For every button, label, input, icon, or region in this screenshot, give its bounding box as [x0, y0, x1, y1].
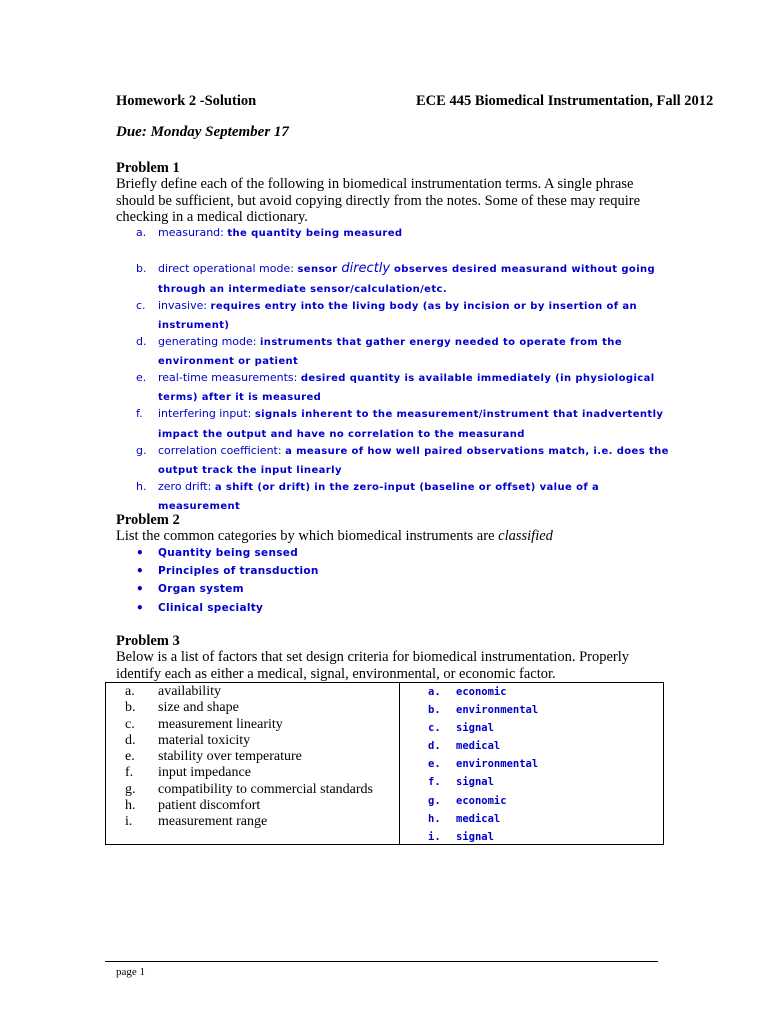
- item-letter: e.: [136, 371, 147, 385]
- answer-text: economic: [456, 794, 507, 807]
- answer-text: economic: [456, 686, 507, 698]
- answer-text: medical: [456, 812, 501, 825]
- category-text: Principles of transduction: [158, 565, 319, 578]
- factor-row: [125, 782, 373, 798]
- answer-part: observes desired measurand without going through an intermediate sensor/calculation/etc.: [158, 264, 656, 295]
- factor-column: [125, 684, 373, 831]
- answer: requires entry into the living body (as by incision or by insertion of an instrument): [158, 300, 638, 331]
- definition-list: [136, 224, 676, 514]
- category-text: Organ system: [158, 583, 244, 596]
- item-letter: b.: [136, 262, 147, 276]
- bullet-icon: •: [136, 600, 144, 615]
- term: direct operational mode:: [158, 262, 298, 276]
- factor-text: compatibility to commercial standards: [158, 781, 373, 797]
- term: invasive:: [158, 298, 211, 312]
- answer: signals inherent to the measurement/instrument that inadvertently impact the output and have no correlation to the measurand: [158, 409, 664, 440]
- answer-letter: i.: [428, 830, 441, 843]
- definition-item: [136, 369, 676, 405]
- answer-column: [428, 683, 538, 846]
- term: correlation coefficient:: [158, 443, 286, 457]
- category-item: [136, 599, 319, 617]
- category-item: [136, 544, 319, 562]
- definition-item: [136, 224, 676, 260]
- factor-letter: b.: [125, 700, 136, 716]
- term: interfering input:: [158, 407, 255, 421]
- item-letter: c.: [136, 298, 146, 312]
- item-letter: a.: [136, 226, 147, 239]
- answer-row: [428, 773, 538, 791]
- bullet-icon: •: [136, 564, 144, 579]
- factor-text: measurement range: [158, 814, 268, 830]
- term: measurand:: [158, 226, 228, 239]
- factor-row: [125, 733, 373, 749]
- factor-letter: g.: [125, 781, 136, 797]
- answer-row: [428, 683, 538, 701]
- category-item: [136, 562, 319, 580]
- answer-row: [428, 755, 538, 773]
- factor-letter: a.: [125, 684, 135, 699]
- item-letter: h.: [136, 480, 147, 494]
- category-list: [136, 544, 319, 617]
- answer-row: [428, 792, 538, 810]
- category-item: [136, 580, 319, 598]
- answer-text: signal: [456, 776, 494, 789]
- answer-letter: g.: [428, 794, 441, 807]
- factor-text: availability: [158, 684, 221, 699]
- definition-item: [136, 405, 676, 441]
- bullet-icon: •: [136, 546, 144, 560]
- answer: a shift (or drift) in the zero-input (baseline or offset) value of a measurement: [158, 482, 600, 513]
- definition-item: [136, 297, 676, 333]
- item-letter: g.: [136, 443, 147, 457]
- answer-text: environmental: [456, 758, 539, 771]
- answer-letter: b.: [428, 704, 441, 717]
- definition-item: [136, 260, 676, 296]
- answer: desired quantity is available immediately (in physiological terms) after it is measured: [158, 373, 655, 404]
- answer-text: medical: [456, 740, 501, 753]
- answer-row: [428, 737, 538, 755]
- factor-text: size and shape: [158, 700, 239, 716]
- answer-text: environmental: [456, 704, 539, 717]
- header-course: ECE 445 Biomedical Instrumentation, Fall 2012: [416, 93, 714, 109]
- problem-3-title: Problem 3: [116, 633, 180, 649]
- answer-letter: e.: [428, 758, 441, 771]
- footer-divider: [105, 961, 658, 962]
- definition-item: [136, 478, 676, 514]
- due-date: Due: Monday September 17: [116, 124, 289, 140]
- answer-text: signal: [456, 830, 494, 843]
- factor-letter: c.: [125, 716, 135, 732]
- problem-2-prompt: [116, 528, 664, 545]
- page-number: page 1: [116, 966, 146, 978]
- category-text: Clinical specialty: [158, 601, 264, 614]
- prompt-emphasis: classified: [498, 528, 553, 544]
- item-letter: f.: [136, 407, 143, 421]
- factor-text: patient discomfort: [158, 798, 261, 814]
- answer: a measure of how well paired observations match, i.e. does the output track the input linearly: [158, 445, 669, 476]
- bullet-icon: •: [136, 582, 144, 597]
- factor-text: input impedance: [158, 765, 251, 781]
- factor-letter: f.: [125, 765, 134, 781]
- answer-text: signal: [456, 722, 494, 735]
- answer-part: sensor: [297, 264, 342, 276]
- answer: instruments that gather energy needed to operate from the environment or patient: [158, 336, 622, 368]
- problem-1-title: Problem 1: [116, 160, 180, 176]
- term: generating mode:: [158, 334, 260, 348]
- problem-1-prompt: Briefly define each of the following in biomedical instrumentation terms. A single phrase should be sufficient, but avoid copying directly from the notes. Some of these may require checking in a medical dictionary.: [116, 176, 641, 225]
- factor-row: [125, 700, 373, 716]
- prompt-text: List the common categories by which biomedical instruments are: [116, 528, 499, 544]
- answer-row: [428, 701, 538, 719]
- factor-table: [105, 682, 664, 845]
- answer-letter: h.: [428, 812, 441, 825]
- factor-row: [125, 765, 373, 781]
- factor-row: [125, 717, 373, 733]
- factor-text: measurement linearity: [158, 716, 283, 732]
- answer-row: [428, 719, 538, 737]
- term: real-time measurements:: [158, 371, 301, 385]
- table-divider: [399, 683, 400, 844]
- factor-row: [125, 684, 373, 700]
- factor-letter: h.: [125, 798, 136, 814]
- definition-item: [136, 333, 676, 369]
- answer-letter: f.: [428, 776, 441, 789]
- factor-letter: e.: [125, 749, 135, 765]
- factor-letter: i.: [125, 814, 133, 830]
- answer: the quantity being measured: [227, 228, 403, 239]
- factor-text: material toxicity: [158, 732, 251, 748]
- answer-letter: a.: [428, 686, 441, 698]
- factor-row: [125, 798, 373, 814]
- factor-text: stability over temperature: [158, 749, 302, 765]
- problem-2-title: Problem 2: [116, 512, 180, 528]
- problem-3-prompt: Below is a list of factors that set design criteria for biomedical instrumentation. Properly identify each as either a medical, signal, environmental, or economic factor.: [116, 649, 630, 682]
- answer-row: [428, 828, 538, 846]
- item-letter: d.: [136, 334, 147, 348]
- factor-row: [125, 814, 373, 830]
- answer-letter: c.: [428, 722, 441, 735]
- factor-row: [125, 749, 373, 765]
- answer-emphasis: directly: [341, 261, 391, 277]
- category-text: Quantity being sensed: [158, 547, 299, 559]
- answer-letter: d.: [428, 740, 441, 753]
- answer-row: [428, 810, 538, 828]
- term: zero drift:: [158, 480, 215, 494]
- factor-letter: d.: [125, 732, 136, 748]
- header-title: Homework 2 -Solution: [116, 93, 257, 109]
- definition-item: [136, 442, 676, 478]
